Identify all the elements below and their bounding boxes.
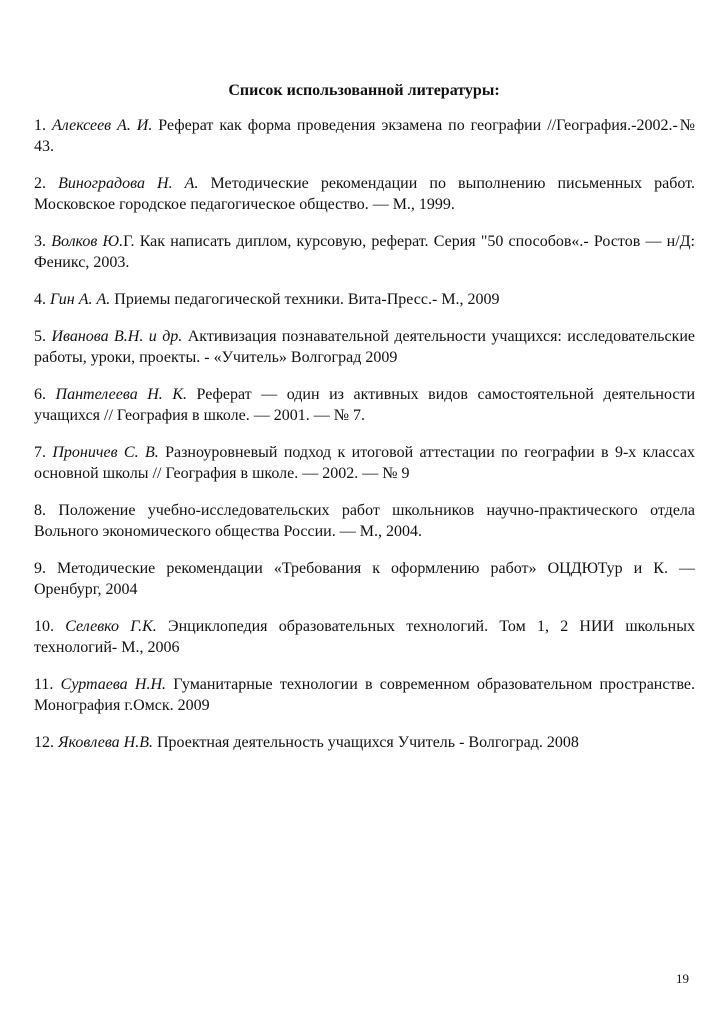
reference-number: 12. bbox=[34, 734, 54, 751]
page-title: Список использованной литературы: bbox=[228, 82, 500, 99]
reference-number: 11. bbox=[34, 676, 54, 693]
reference-author: Селевко Г.К. bbox=[65, 618, 157, 635]
reference-item bbox=[34, 732, 695, 753]
reference-number: 8. bbox=[34, 502, 46, 519]
reference-text: Положение учебно-исследовательских работ школьников научно-практического отдела Вольного экономического общества России. — М., 2004. bbox=[34, 502, 695, 540]
reference-number: 2. bbox=[34, 175, 46, 192]
reference-item bbox=[34, 616, 695, 658]
reference-author: Суртаева Н.Н. bbox=[60, 676, 167, 693]
reference-item bbox=[34, 500, 695, 542]
reference-number: 5. bbox=[34, 328, 46, 345]
reference-number: 9. bbox=[34, 560, 46, 577]
reference-item bbox=[34, 442, 695, 484]
reference-text: Проектная деятельность учащихся Учитель - Волгоград. 2008 bbox=[156, 734, 579, 751]
reference-item bbox=[34, 384, 695, 426]
reference-author: Проничев С. В. bbox=[52, 444, 159, 461]
reference-item bbox=[34, 674, 695, 716]
reference-item bbox=[34, 289, 695, 310]
reference-author: Иванова В.Н. и др. bbox=[51, 328, 183, 345]
reference-author: Волков Ю. bbox=[51, 233, 124, 250]
reference-number: 1. bbox=[34, 117, 46, 134]
reference-author: Виноградова Н. А. bbox=[58, 175, 199, 192]
reference-number: 3. bbox=[34, 233, 46, 250]
reference-item bbox=[34, 231, 695, 273]
reference-list bbox=[34, 115, 695, 769]
reference-text: Реферат как форма проведения экзамена по географии //География.-2002.-№ 43. bbox=[34, 117, 696, 155]
reference-text: Гуманитарные технологии в современном образовательном пространстве. Монография г.Омск. 2009 bbox=[34, 676, 696, 714]
reference-text: Г. Как написать диплом, курсовую, реферат. Серия "50 способов«.- Ростов — н/Д: Феникс, 2003. bbox=[34, 233, 695, 271]
reference-text: Методические рекомендации «Требования к оформлению работ» ОЦДЮТур и К. — Оренбург, 2004 bbox=[34, 560, 695, 598]
reference-item bbox=[34, 558, 695, 600]
reference-author: Алексеев А. И. bbox=[51, 117, 153, 134]
reference-text: Реферат — один из активных видов самостоятельной деятельности учащихся // География в школе. — 2001. — № 7. bbox=[34, 386, 696, 424]
reference-author: Яковлева Н.В. bbox=[58, 734, 153, 751]
reference-text: Энциклопедия образовательных технологий. Том 1, 2 НИИ школьных технологий- М., 2006 bbox=[34, 618, 695, 656]
reference-text: Методические рекомендации по выполнению письменных работ. Московское городское педагогическое общество. — М., 1999. bbox=[34, 175, 696, 213]
reference-item bbox=[34, 326, 695, 368]
reference-number: 10. bbox=[34, 618, 54, 635]
reference-number: 6. bbox=[34, 386, 46, 403]
reference-text: Приемы педагогической техники. Вита-Пресс.- М., 2009 bbox=[114, 291, 500, 308]
reference-author: Гин А. А. bbox=[50, 291, 111, 308]
reference-number: 7. bbox=[34, 444, 46, 461]
reference-text: Разноуровневый подход к итоговой аттестации по географии в 9-х классах основной школы // География в школе. — 2002. — № 9 bbox=[34, 444, 696, 482]
page-number: 19 bbox=[676, 971, 689, 986]
reference-item bbox=[34, 115, 695, 157]
reference-text: Активизация познавательной деятельности учащихся: исследовательские работы, уроки, проекты. - «Учитель» Волгоград 2009 bbox=[34, 328, 696, 366]
reference-author: Пантелеева Н. К. bbox=[55, 386, 187, 403]
reference-item bbox=[34, 173, 695, 215]
reference-number: 4. bbox=[34, 291, 46, 308]
